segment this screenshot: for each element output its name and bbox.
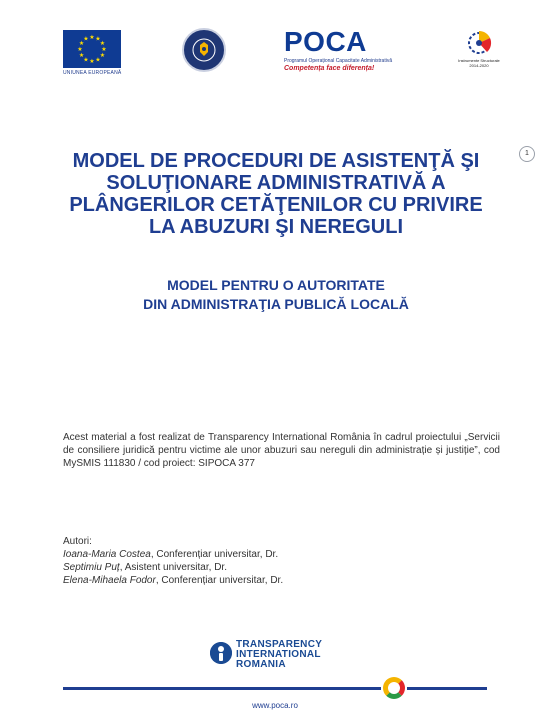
footer-divider [407, 687, 487, 690]
header-logos [0, 26, 550, 86]
author-name: Elena-Mihaela Fodor [63, 575, 156, 586]
svg-text:★: ★ [95, 56, 101, 64]
transparency-international-icon [210, 642, 232, 664]
footer-divider [63, 687, 381, 690]
authors-label: Autori: [63, 536, 92, 547]
poca-logo [284, 28, 392, 72]
ti-logo-line: INTERNATIONAL [236, 649, 321, 660]
svg-text:★: ★ [89, 58, 95, 65]
author-name: Septimiu Puț [63, 562, 120, 573]
eu-flag-icon [63, 30, 121, 68]
svg-text:★: ★ [78, 40, 85, 47]
author-role: , Asistent universitar, Dr. [119, 562, 227, 573]
eu-logo-caption: UNIUNEA EUROPEANĂ [63, 70, 122, 76]
document-title [40, 150, 512, 238]
document-title-line: LA ABUZURI ŞI NEREGULI [148, 216, 404, 238]
svg-text:★: ★ [77, 46, 83, 53]
poca-wordmark: POCA [284, 26, 367, 57]
page-number-badge: 1 [519, 146, 535, 162]
document-title-line: PLÂNGERILOR CETĂŢENILOR CU PRIVIRE [69, 194, 483, 216]
poca-slogan: Competența face diferența! [284, 65, 375, 72]
svg-text:★: ★ [83, 35, 89, 43]
document-subtitle [40, 276, 512, 314]
author-name: Ioana-Maria Costea [63, 549, 151, 560]
government-seal-icon [182, 28, 226, 72]
svg-text:★: ★ [99, 52, 106, 59]
ti-logo-line: TRANSPARENCY [236, 639, 323, 650]
svg-text:★: ★ [89, 34, 95, 41]
document-subtitle-line: DIN ADMINISTRAŢIA PUBLICĂ LOCALĂ [143, 296, 409, 312]
authors-section [63, 535, 500, 587]
author-entry [63, 548, 500, 561]
government-logo [182, 28, 226, 72]
intro-paragraph: Acest material a fost realizat de Transparency International România în cadrul proiectului „Servicii de consiliere juridică pentru victime ale unor abuzuri sau nereguli din administrație și justiție”, cod MySMIS 111830 / cod proiect: SIPOCA 377 [63, 432, 500, 469]
author-role: , Conferențiar universitar, Dr. [150, 549, 279, 560]
author-entry [63, 574, 500, 587]
svg-text:★: ★ [83, 56, 89, 64]
document-title-line: SOLUŢIONARE ADMINISTRATIVĂ A [106, 172, 446, 194]
svg-text:★: ★ [99, 40, 106, 47]
footer-url[interactable]: www.poca.ro [252, 701, 298, 710]
structural-instruments-icon [461, 28, 497, 58]
poca-ring-icon [383, 677, 405, 699]
poca-logo-icon [284, 28, 392, 56]
document-subtitle-line: MODEL PENTRU O AUTORITATE [167, 277, 385, 293]
svg-text:★: ★ [95, 35, 101, 43]
eu-logo [63, 30, 121, 76]
document-title-line: MODEL DE PROCEDURI DE ASISTENŢĂ ŞI [72, 150, 480, 172]
author-entry [63, 561, 500, 574]
structural-instruments-caption: Instrumente Structurale 2014-2020 [458, 58, 500, 68]
ti-logo-line: ROMANIA [236, 659, 286, 670]
structural-instruments-logo [454, 28, 504, 68]
svg-text:★: ★ [101, 46, 107, 53]
poca-program-name: Programul Operațional Capacitate Administrativă [284, 58, 393, 64]
author-role: , Conferențiar universitar, Dr. [155, 575, 284, 586]
svg-text:★: ★ [78, 52, 85, 59]
